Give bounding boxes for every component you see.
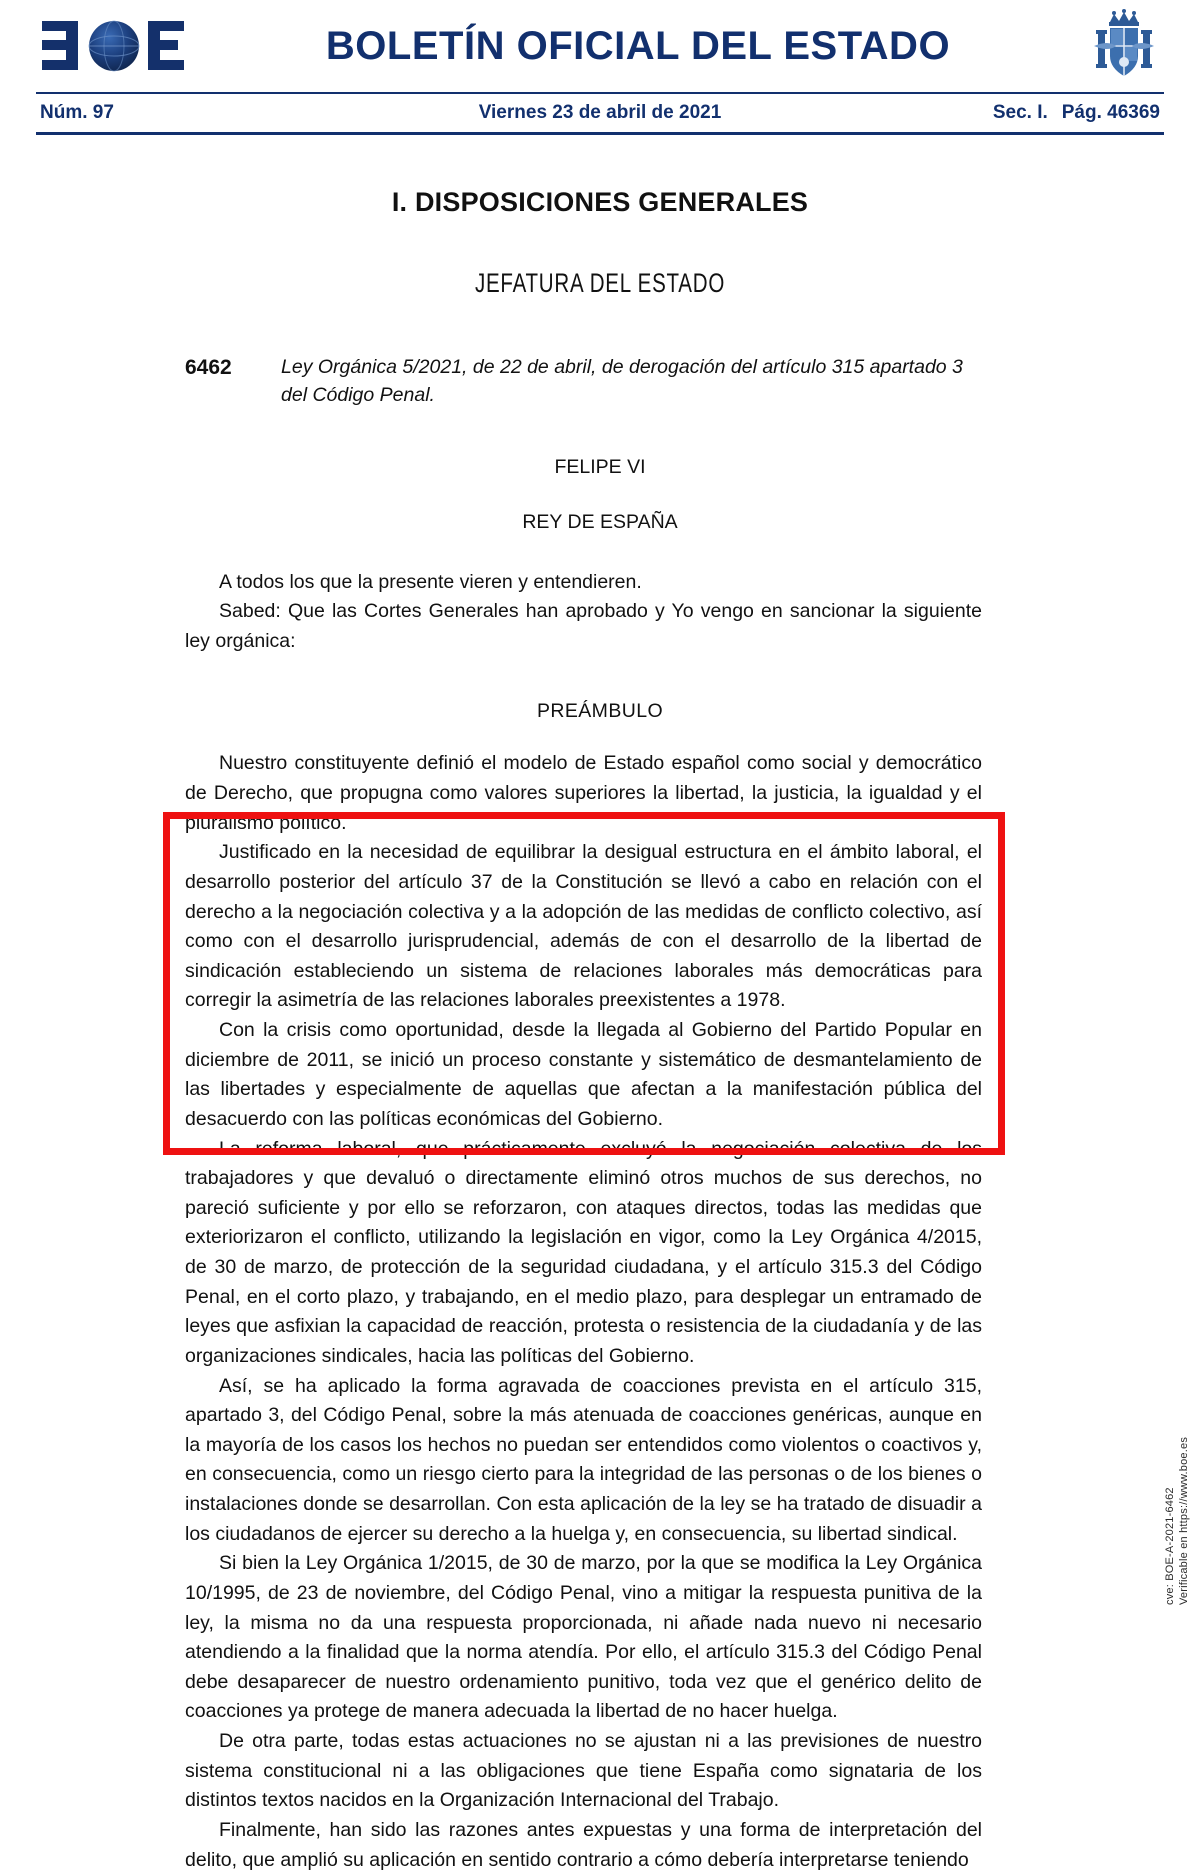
salutation-line-2: Sabed: Que las Cortes Generales han aprobado y Yo vengo en sancionar la siguiente ley orgánica: [185,600,982,652]
verification-url: Verificable en https://www.boe.es [1177,1436,1190,1605]
king-name: FELIPE VI [554,455,646,478]
paragraph-highlighted: Con la crisis como oportunidad, desde la llegada al Gobierno del Partido Popular en diciembre de 2011, se inició un proceso constante y sistemático de desmantelamiento de las libertades y especialmente de aquellas que afectan a la manifestación pública del desacuerdo con las políticas económicas del Gobierno. [185,1019,982,1130]
paragraph: Así, se ha aplicado la forma agravada de coacciones prevista en el artículo 315, apartado 3, del Código Penal, sobre la más atenuada de coacciones genéricas, aunque en la mayoría de los casos los hechos no puedan ser entendidos como violentos o coactivos y, en consecuencia, como un riesgo cierto para la integridad de las personas o de los bienes o instalaciones donde se desarrollan. Con esta aplicación de la ley se ha tratado de disuadir a los ciudadanos de ejercer su derecho a la huelga y, en consecuencia, su libertad sindical. [185,1374,982,1545]
king-title: REY DE ESPAÑA [522,510,678,533]
paragraph: Si bien la Ley Orgánica 1/2015, de 30 de marzo, por la que se modifica la Ley Orgánica 10/1995, de 23 de noviembre, del Código Penal, vino a mitigar la respuesta punitiva de la ley, la misma no da una respuesta proporcionada, ni añade nada nuevo ni necesario atendiendo a la finalidad que la norma atendía. Por ello, el artículo 315.3 del Código Penal debe desaparecer de nuestro ordenamiento punitivo, toda vez que el genérico delito de coacciones ya protege de manera adecuada la libertad de no hacer huelga. [185,1552,982,1723]
paragraph-highlighted: La reforma laboral, que prácticamente excluyó la negociación colectiva de los trabajadores y que devaluó o directamente eliminó otros muchos de sus derechos, no pareció suficiente y por ello se reforzaron, con ataques directos, todas las medidas que exteriorizaron el conflicto, utilizando la legislación en vigor, como la Ley Orgánica 4/2015, de 30 de marzo, de protección de la seguridad ciudadana, y el artículo 315.3 del Código Penal, en el corto plazo, y trabajando, en el medio plazo, para desplegar un entramado de leyes que asfixian la capacidad de reacción, protesta o resistencia de la ciudadanía y de las organizaciones sindicales, hacia las políticas del Gobierno. [185,1137,982,1367]
paragraph: Justificado en la necesidad de equilibrar la desigual estructura en el ámbito laboral, el desarrollo posterior del artículo 37 de la Constitución se llevó a cabo en relación con el derecho a la negociación colectiva y a la adopción de las medidas de conflicto colectivo, así como con el desarrollo jurisprudencial, además de con el desarrollo de la libertad de sindicación estableciendo un sistema de relaciones laborales más democráticas para corregir la asimetría de las relaciones laborales preexistentes a 1978. [185,841,982,1012]
disposition-number: 6462 [185,356,232,379]
boe-logo-icon [40,18,188,74]
cve-code: cve: BOE-A-2021-6462 [1164,1487,1176,1605]
issue-date: Viernes 23 de abril de 2021 [478,102,722,123]
preamble-body [0,749,1200,1875]
coat-of-arms-icon [1088,6,1160,86]
issue-number: Núm. 97 [40,102,114,123]
section-label: Sec. I. [992,102,1048,123]
organ-heading: JEFATURA DEL ESTADO [474,268,726,298]
page-title: BOLETÍN OFICIAL DEL ESTADO [325,23,951,68]
preamble-heading: PREÁMBULO [536,700,664,723]
verification-sidenote [1164,1245,1190,1605]
salutation-line-1: A todos los que la presente vieren y entendieren. [219,570,642,593]
disposition-title: Ley Orgánica 5/2021, de 22 de abril, de derogación del artículo 315 apartado 3 del Código Penal. [281,356,963,407]
paragraph: Finalmente, han sido las razones antes expuestas y una forma de interpretación del delito, que amplió su aplicación en sentido contrario a cómo debería interpretarse teniendo [185,1818,982,1871]
page-number-label: Pág. 46369 [1061,102,1160,123]
section-heading: I. DISPOSICIONES GENERALES [391,187,809,217]
header-rule-bottom [36,132,1164,135]
salutation-block [0,568,1200,657]
header-meta-row [36,94,1164,132]
page-reference [930,102,1160,124]
masthead [0,0,1200,92]
disposition-entry [0,353,1200,410]
paragraph: De otra parte, todas estas actuaciones no se ajustan ni a las previsiones de nuestro sistema constitucional ni a las obligaciones que tiene España como signataria de los distintos textos nacidos en la Organización Internacional del Trabajo. [185,1730,982,1812]
paragraph: Nuestro constituyente definió el modelo de Estado español como social y democrático de Derecho, que propugna como valores superiores la libertad, la justicia, la igualdad y el pluralismo político. [185,752,982,834]
